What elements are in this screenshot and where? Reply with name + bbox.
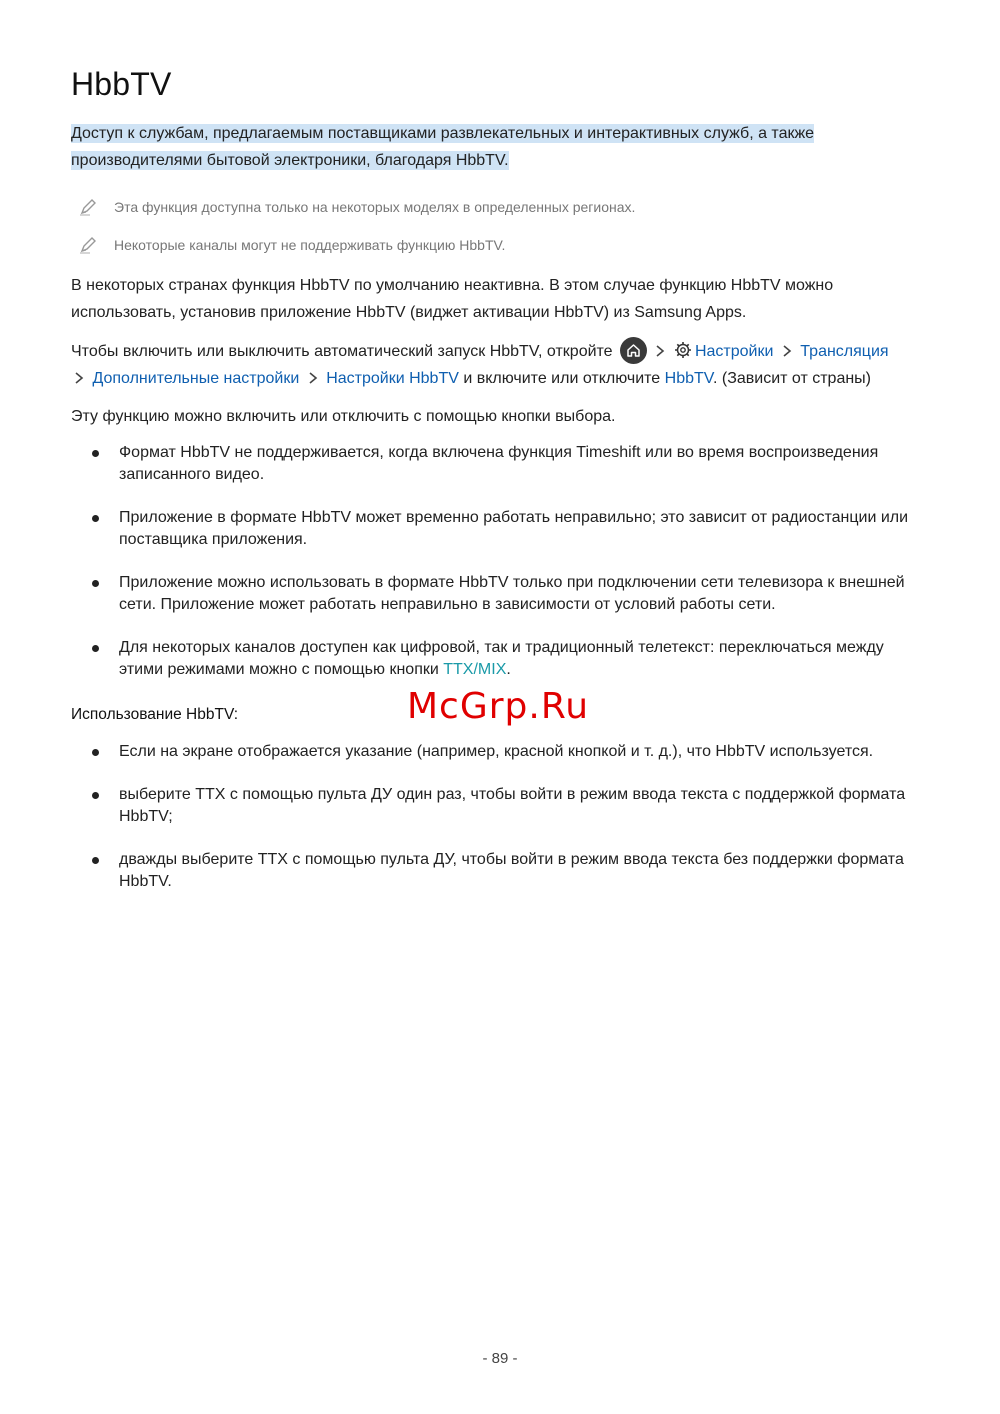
bullet-dot — [92, 857, 99, 864]
note-text: Некоторые каналы могут не поддерживать функцию HbbTV. — [114, 237, 506, 253]
gear-icon — [674, 341, 692, 359]
intro-line-2: производителями бытовой электроники, благодаря HbbTV. — [71, 152, 509, 169]
bullet-dot — [92, 580, 99, 587]
list-item: Если на экране отображается указание (например, красной кнопкой и т. д.), что HbbTV используется. — [90, 741, 940, 763]
pencil-icon — [78, 197, 98, 217]
note-2 — [78, 235, 505, 255]
page-title: HbbTV — [71, 66, 172, 102]
bullet-dot — [92, 450, 99, 457]
intro-highlight — [71, 120, 931, 174]
link-broadcast[interactable]: Трансляция — [800, 343, 889, 360]
paragraph-toggle: Эту функцию можно включить или отключить с помощью кнопки выбора. — [71, 408, 616, 425]
path-middle: и включите или отключите — [463, 370, 661, 387]
watermark-logo: McGrp.Ru — [407, 686, 590, 727]
pencil-icon — [78, 235, 98, 255]
link-hbbtv-settings[interactable]: Настройки HbbTV — [326, 370, 459, 387]
limitations-list — [90, 442, 940, 681]
settings-path-paragraph — [71, 337, 941, 392]
link-settings[interactable]: Настройки — [694, 343, 774, 360]
bullet-dot — [92, 792, 99, 799]
link-hbbtv[interactable]: HbbTV — [664, 370, 713, 387]
list-item: выберите TTX с помощью пульта ДУ один раз, чтобы войти в режим ввода текста с поддержкой формата HbbTV; — [90, 784, 940, 828]
chevron-right-icon — [73, 371, 85, 385]
note-text: Эта функция доступна только на некоторых моделях в определенных регионах. — [114, 199, 636, 215]
bullet-dot — [92, 749, 99, 756]
bullet-dot — [92, 645, 99, 652]
list-item: дважды выберите TTX с помощью пульта ДУ, чтобы войти в режим ввода текста без поддержки формата HbbTV. — [90, 849, 940, 893]
list-item: Формат HbbTV не поддерживается, когда включена функция Timeshift или во время воспроизведения записанного видео. — [90, 442, 940, 486]
paragraph-availability — [71, 272, 941, 326]
list-item: Для некоторых каналов доступен как цифровой, так и традиционный телетекст: переключаться между этими режимами можно с помощью кнопки TTX/MIX. — [90, 637, 940, 681]
home-icon — [620, 337, 647, 364]
bullet-dot — [92, 515, 99, 522]
paragraph-line: В некоторых странах функция HbbTV по умолчанию неактивна. В этом случае функцию HbbTV можно — [71, 277, 834, 294]
chevron-right-icon — [654, 344, 666, 358]
intro-line-1: Доступ к службам, предлагаемым поставщиками развлекательных и интерактивных служб, а также — [71, 125, 815, 142]
list-item: Приложение можно использовать в формате HbbTV только при подключении сети телевизора к внешней сети. Приложение может работать неправильно в зависимости от условий работы сети. — [90, 572, 940, 616]
path-suffix: . (Зависит от страны) — [712, 370, 872, 387]
list-item: Приложение в формате HbbTV может временно работать неправильно; это зависит от радиостанции или поставщика приложения. — [90, 507, 940, 551]
chevron-right-icon — [307, 371, 319, 385]
chevron-right-icon — [781, 344, 793, 358]
page-number: - 89 - — [482, 1350, 518, 1367]
path-prefix: Чтобы включить или выключить автоматический запуск HbbTV, откройте — [71, 343, 613, 360]
section-subheading: Использование HbbTV: — [71, 706, 239, 723]
ttx-mix-button-label: TTX/MIX — [443, 661, 507, 678]
paragraph-line: использовать, установив приложение HbbTV (виджет активации HbbTV) из Samsung Apps. — [71, 304, 747, 321]
link-advanced-settings[interactable]: Дополнительные настройки — [92, 370, 300, 387]
usage-list — [90, 741, 940, 893]
note-1 — [78, 197, 635, 217]
